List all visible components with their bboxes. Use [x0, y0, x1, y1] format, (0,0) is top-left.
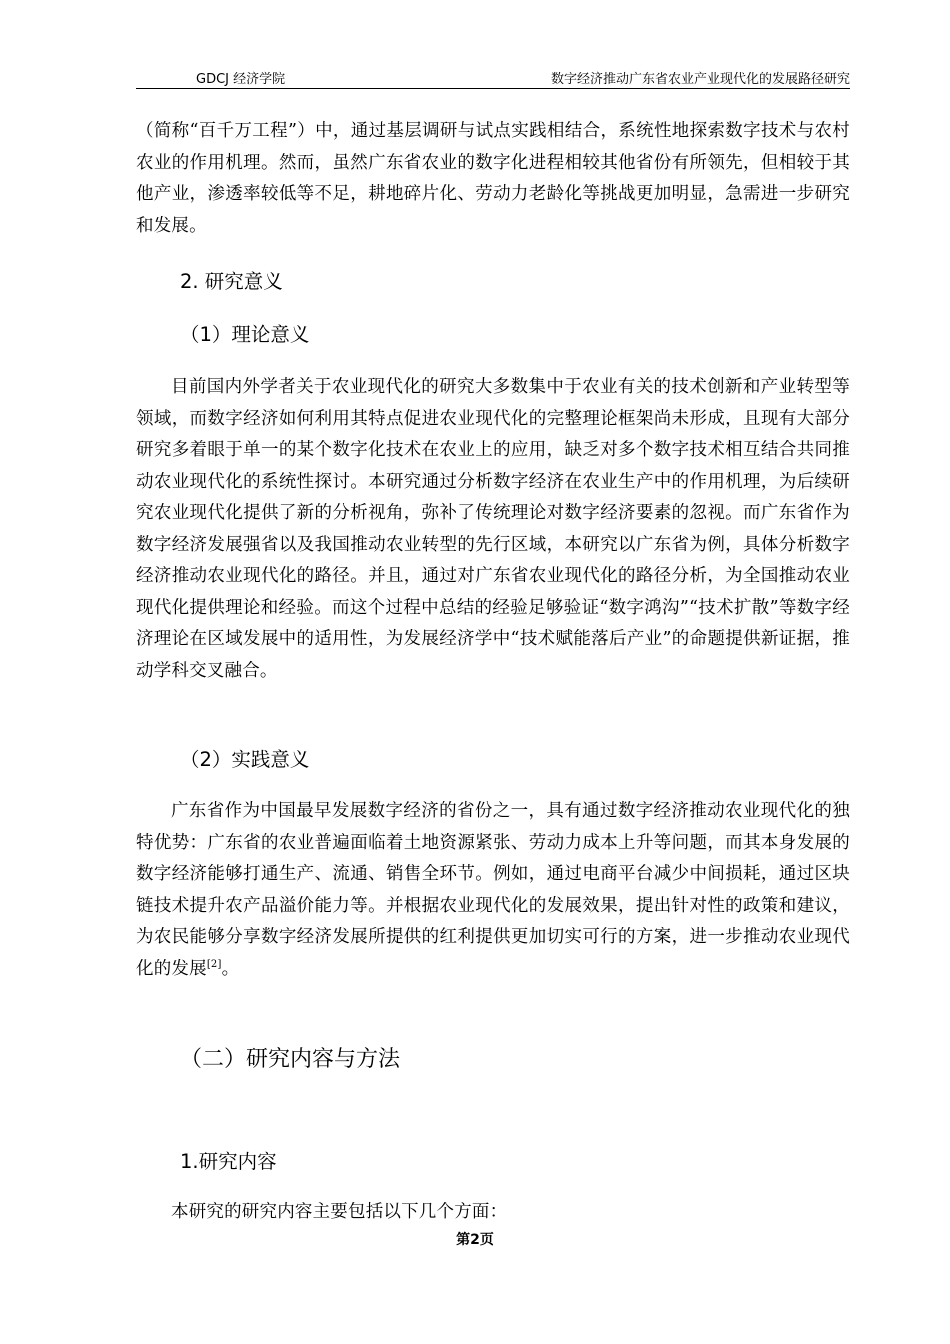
- header-institution: GDCJ 经济学院: [196, 72, 286, 87]
- page-header: [136, 66, 850, 89]
- paragraph-intro-continuation: （简称“百千万工程”）中，通过基层调研与试点实践相结合，系统性地探索数字技术与农村农业的作用机理。然而，虽然广东省农业的数字化进程相较其他省份有所领先，但相较于其他产业，渗透率较低等不足，耕地碎片化、劳动力老龄化等挑战更加明显，急需进一步研究和发展。: [136, 121, 850, 236]
- paragraph-practical-text: 广东省作为中国最早发展数字经济的省份之一，具有通过数字经济推动农业现代化的独特优势：广东省的农业普遍面临着土地资源紧张、劳动力成本上升等问题，而其本身发展的数字经济能够打通生产、流通、销售全环节。例如，通过电商平台减少中间损耗，通过区块链技术提升农产品溢价能力等。并根据农业现代化的发展效果，提出针对性的政策和建议，为农民能够分享数字经济发展所提供的红利提供更加切实可行的方案，进一步推动农业现代化的发展: [136, 801, 850, 979]
- heading-practical-significance: （2）实践意义: [180, 748, 310, 771]
- header-title: 数字经济推动广东省农业产业现代化的发展路径研究: [550, 72, 850, 87]
- paragraph-research-content-intro: 本研究的研究内容主要包括以下几个方面：: [171, 1202, 508, 1222]
- page-number: 第2页: [456, 1232, 494, 1248]
- heading-theoretical-significance: （1）理论意义: [180, 323, 310, 346]
- heading-content-and-methods: （二）研究内容与方法: [180, 1047, 401, 1072]
- paragraph-practical-end: 。: [221, 958, 240, 979]
- paragraph-theoretical-significance: 目前国内外学者关于农业现代化的研究大多数集中于农业有关的技术创新和产业转型等领域，而数字经济如何利用其特点促进农业现代化的完整理论框架尚未形成，且现有大部分研究多着眼于单一的某个数字化技术在农业上的应用，缺乏对多个数字技术相互结合共同推动农业现代化的系统性探讨。本研究通过分析数字经济在农业生产中的作用机理，为后续研究农业现代化提供了新的分析视角，弥补了传统理论对数字经济要素的忽视。而广东省作为数字经济发展强省以及我国推动农业转型的先行区域，本研究以广东省为例，具体分析数字经济推动农业现代化的路径。并且，通过对广东省农业现代化的路径分析，为全国推动农业现代化提供理论和经验。而这个过程中总结的经验足够验证“数字鸿沟”“技术扩散”等数字经济理论在区域发展中的适用性，为发展经济学中“技术赋能落后产业”的命题提供新证据，推动学科交叉融合。: [136, 377, 850, 681]
- citation-reference: [2]: [206, 958, 222, 970]
- heading-research-content: 1.研究内容: [180, 1150, 277, 1173]
- paragraph-practical-significance: [136, 796, 850, 985]
- heading-research-significance: 2. 研究意义: [180, 270, 283, 293]
